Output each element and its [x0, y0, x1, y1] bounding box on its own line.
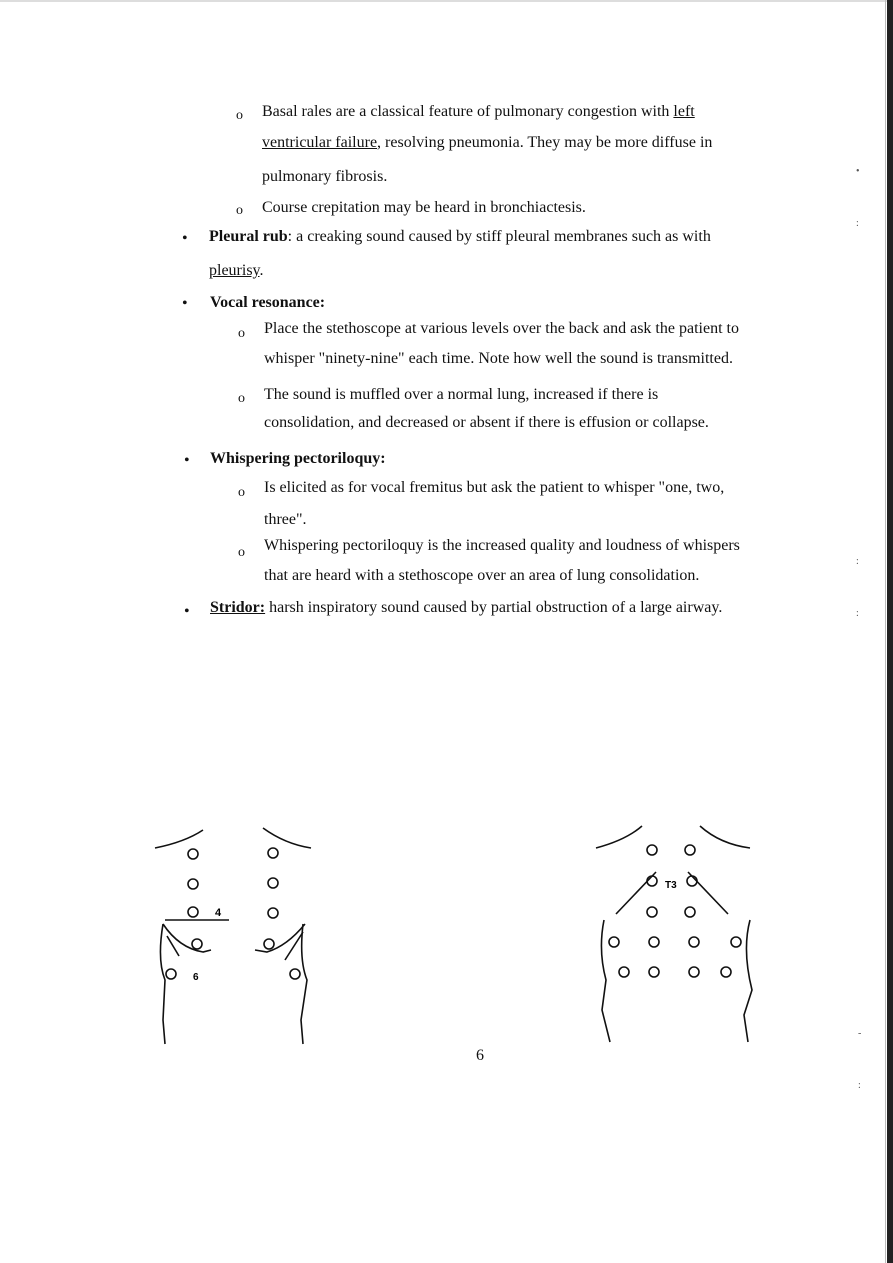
scan-mark: : — [856, 556, 859, 567]
vocal-resonance-heading — [210, 294, 325, 312]
left-link[interactable]: left — [673, 103, 695, 120]
auscultation-point — [649, 967, 659, 977]
bullet: • — [182, 295, 188, 312]
auscultation-point — [268, 848, 278, 858]
whispering-heading — [210, 450, 386, 468]
sub-bullet: o — [236, 203, 243, 218]
stridor-line — [210, 599, 722, 617]
whisper-sub1-line2: three". — [264, 511, 307, 528]
right-side-line — [744, 920, 752, 1042]
right-costal-margin — [255, 924, 305, 952]
auscultation-point — [609, 937, 619, 947]
basal-rales-text-2: , resolving pneumonia. They may be more diffuse in — [377, 134, 713, 151]
scan-top-edge — [0, 0, 893, 2]
scan-mark: : — [856, 608, 859, 619]
left-side-line — [601, 920, 610, 1042]
basal-rales-line1 — [262, 103, 695, 121]
right-shoulder-line — [700, 826, 750, 848]
page-number: 6 — [476, 1047, 484, 1064]
auscultation-point — [192, 939, 202, 949]
scapula-line-right — [688, 872, 728, 914]
right-side-line — [301, 924, 307, 1044]
sub-bullet: o — [236, 108, 243, 123]
pleural-rub-term: Pleural rub — [209, 228, 288, 245]
back-chest-diagram — [590, 820, 765, 1050]
left-costal-margin — [163, 924, 211, 952]
label-4: 4 — [215, 907, 222, 919]
sub-bullet: o — [238, 391, 245, 406]
front-chest-diagram — [145, 820, 325, 1050]
pleural-rub-line2 — [209, 262, 264, 280]
auscultation-point — [268, 878, 278, 888]
sub-bullet: o — [238, 485, 245, 500]
whisper-sub2-line1: Whispering pectoriloquy is the increased quality and loudness of whispers — [264, 537, 740, 554]
label-t3: T3 — [665, 880, 677, 891]
vocal-sub1-line1: Place the stethoscope at various levels over the back and ask the patient to — [264, 320, 739, 337]
bullet: • — [184, 452, 190, 469]
right-shoulder-line — [263, 828, 311, 848]
scan-mark: : — [856, 218, 859, 229]
auscultation-point — [731, 937, 741, 947]
auscultation-point — [268, 908, 278, 918]
bullet: • — [184, 603, 190, 620]
auscultation-point — [264, 939, 274, 949]
left-side-line — [160, 924, 165, 1044]
scan-right-edge — [887, 0, 893, 1263]
crepitation-line: Course crepitation may be heard in bronchiactesis. — [262, 199, 586, 216]
auscultation-point — [685, 907, 695, 917]
vocal-sub1-line2: whisper "ninety-nine" each time. Note how well the sound is transmitted. — [264, 350, 733, 367]
scan-mark: • — [856, 166, 860, 177]
auscultation-point — [166, 969, 176, 979]
auscultation-point — [188, 849, 198, 859]
label-6: 6 — [193, 972, 199, 983]
whisper-sub2-line2: that are heard with a stethoscope over an area of lung consolidation. — [264, 567, 700, 584]
stridor-text: harsh inspiratory sound caused by partial obstruction of a large airway. — [265, 599, 723, 616]
sub-bullet: o — [238, 545, 245, 560]
auscultation-point — [685, 845, 695, 855]
pleurisy-link[interactable]: pleurisy — [209, 262, 260, 279]
scan-edge-shadow — [885, 0, 886, 1263]
basal-rales-line3: pulmonary fibrosis. — [262, 168, 388, 185]
left-shoulder-line — [596, 826, 642, 848]
auscultation-point — [647, 907, 657, 917]
ventricular-failure-link[interactable]: ventricular failure — [262, 134, 378, 151]
basal-rales-line2 — [262, 134, 712, 152]
auscultation-point — [188, 879, 198, 889]
auscultation-point — [290, 969, 300, 979]
basal-rales-text: Basal rales are a classical feature of pulmonary congestion with — [262, 103, 674, 120]
pleural-rub-text: : a creaking sound caused by stiff pleural membranes such as with — [287, 228, 711, 245]
pleural-rub-line1 — [209, 228, 711, 246]
auscultation-point — [689, 937, 699, 947]
auscultation-point — [721, 967, 731, 977]
left-shoulder-line — [155, 830, 203, 848]
auscultation-point — [188, 907, 198, 917]
auscultation-point — [649, 937, 659, 947]
vocal-resonance-title: Vocal resonance: — [210, 294, 326, 311]
whispering-title: Whispering pectoriloquy: — [210, 450, 386, 467]
auscultation-point — [647, 845, 657, 855]
auscultation-point — [689, 967, 699, 977]
whisper-sub1-line1: Is elicited as for vocal fremitus but ask the patient to whisper "one, two, — [264, 479, 725, 496]
vocal-sub2-line1: The sound is muffled over a normal lung, increased if there is — [264, 386, 659, 403]
stridor-term: Stridor: — [210, 599, 266, 616]
scan-mark: - — [858, 1028, 862, 1039]
sub-bullet: o — [238, 326, 245, 341]
slash-mark — [167, 936, 179, 956]
bullet: • — [182, 230, 188, 247]
pleural-rub-end: . — [259, 262, 264, 279]
vocal-sub2-line2: consolidation, and decreased or absent if there is effusion or collapse. — [264, 414, 709, 431]
scan-mark: : — [858, 1080, 861, 1091]
auscultation-point — [619, 967, 629, 977]
